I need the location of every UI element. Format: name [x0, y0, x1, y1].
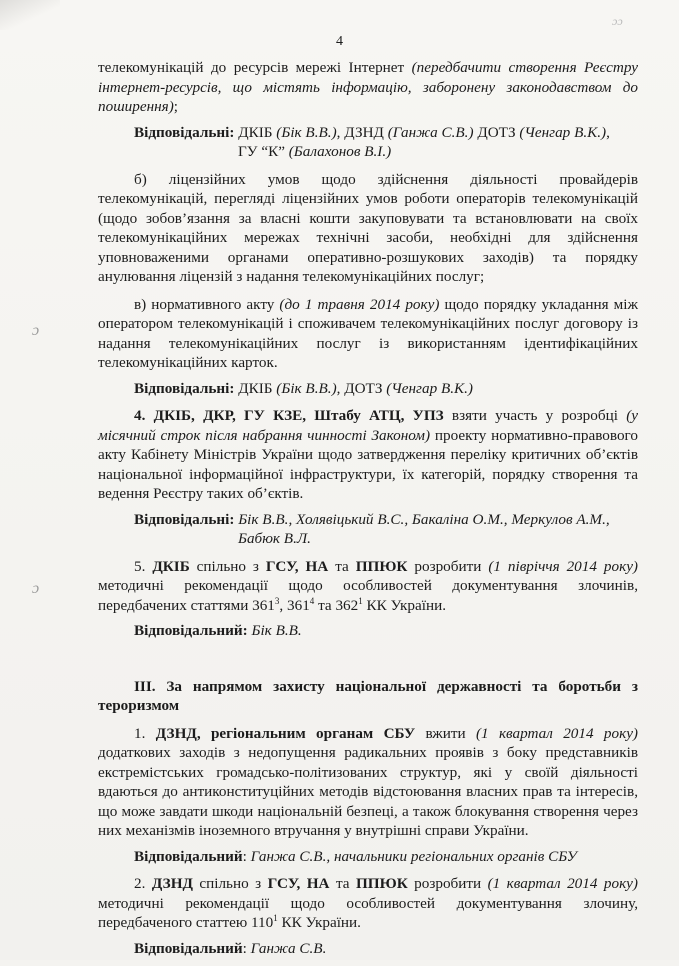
- responsible-label: Відповідальний: [134, 847, 243, 865]
- paragraph-section3-item-2: 2. ДЗНД спільно з ГСУ, НА та ППЮК розробити (1 квартал 2014 року) методичні рекомендації щодо особливостей документування злочину, передбаченого статтею $110^1$ КК України.: [98, 875, 638, 931]
- responsible-block-5: Відповідальний: Ганжа С.В., начальники регіональних органів СБУ: [134, 847, 577, 865]
- paragraph-normative-act: в) нормативного акту (до 1 травня 2014 року) щодо порядку укладання між оператором телекомунікацій і споживачем телекомунікаційних послуг договору із надання телекомунікаційних послуг із використанням ідентифікаційних телекомунікаційних карток.: [98, 295, 638, 371]
- responsible-label: Відповідальний:: [134, 622, 252, 639]
- margin-mark-2: ɔ: [32, 580, 40, 597]
- corner-handwritten-mark: ɔɔ: [612, 14, 623, 28]
- paragraph-licensing-conditions: б) ліцензійних умов щодо здійснення діяльності провайдерів телекомунікацій, перегляді ліцензійних умов роботи операторів телекомунікацій (щодо зобов’язання за власні кошти закуповувати та встановлювати на своїх телекомунікаційних мережах технічні засоби, необхідні для здійснення уповноваженими органами оперативно-розшукових заходів) та порядку анулювання ліцензій з надання телекомунікаційних послуг;: [98, 170, 638, 285]
- paragraph-section3-item-1: 1. ДЗНД, регіональним органам СБУ вжити (1 квартал 2014 року) додаткових заходів з недопущення радикальних проявів з боку представників екстремістських громадсько-політизованих структур, які у своїй діяльності вдаються до антиконституційних методів відстоювання власних прав та інтересів, що може завдати шкоди національній безпеці, а також блокування створення через них механізмів іноземного втручання у внутрішні справи України.: [98, 724, 638, 839]
- margin-mark-1: ɔ: [32, 322, 40, 339]
- responsible-block-2: Відповідальні: ДКІБ (Бік В.В.), ДОТЗ (Ченгар В.К.): [134, 379, 473, 397]
- paragraph-item-4: 4. ДКІБ, ДКР, ГУ КЗЕ, Штабу АТЦ, УПЗ взяти участь у розробці (у місячний строк після набрання чинності Законом) проекту нормативно-правового акту Кабінету Міністрів України щодо затвердження переліку критичних об’єктів національної інформаційної інфраструктури, їх категорій, порядку створення та ведення Реєстру таких об’єктів.: [98, 407, 639, 502]
- section-heading-3: ІІІ. За напрямом захисту національної державності та боротьби з тероризмом: [98, 677, 638, 714]
- responsible-label: Відповідальні:: [134, 123, 239, 141]
- paragraph-internet-resources: телекомунікацій до ресурсів мережі Інтернет (передбачити створення Реєстру інтернет-ресурсів, що містять інформацію, заборонену законодавством до поширення);: [98, 59, 638, 115]
- paragraph-item-5: 5. ДКІБ спільно з ГСУ, НА та ППЮК розробити (1 півріччя 2014 року) методичні рекомендації щодо особливостей документування злочинів, передбачених статтями $361^3$, $361^4$ та $362^1$ КК України.: [98, 557, 638, 614]
- responsible-block-6: Відповідальний: Ганжа С.В.: [134, 939, 327, 957]
- page-fold-shadow: [0, 0, 60, 30]
- responsible-label: Відповідальні:: [134, 379, 239, 397]
- responsible-block-3: Відповідальні: Бік В.В., Холявіцький В.С., Бакаліна О.М., Меркулов А.М., Бабюк В.Л.: [134, 510, 610, 547]
- document-body: [98, 58, 638, 966]
- responsible-block-4: Відповідальний: Бік В.В.: [134, 622, 302, 639]
- responsible-label: Відповідальні:: [134, 510, 239, 528]
- page-number: 4: [336, 34, 343, 49]
- responsible-label: Відповідальний: [134, 939, 243, 957]
- responsible-block-1: Відповідальні: ДКІБ (Бік В.В.), ДЗНД (Ганжа С.В.) ДОТЗ (Ченгар В.К.), ГУ “К” (Балахонов В.І.): [134, 123, 610, 160]
